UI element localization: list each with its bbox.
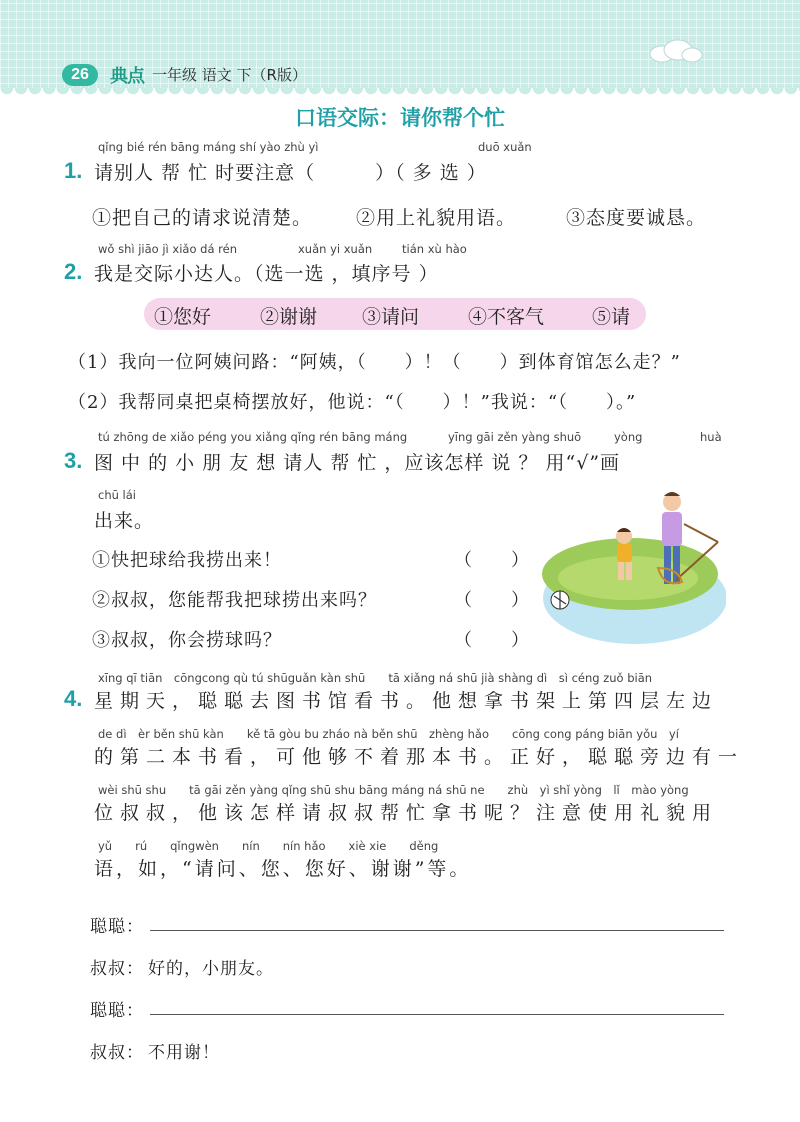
q4-line-2: 的第二本书看，可他够不着那本书。正好，聪聪旁边有一 xyxy=(94,746,745,768)
q3-question-line-2: 出来。 xyxy=(94,510,155,532)
q3-answer-bracket-3: （ ） xyxy=(454,630,530,651)
q3-pinyin-5: chū lái xyxy=(98,488,136,502)
q3-pinyin-2: yīng gāi zěn yàng shuō xyxy=(448,430,582,444)
pond-illustration xyxy=(540,488,726,648)
q4-pinyin-2: de dì èr běn shū kàn kě tā gòu bu zháo nà běn shū zhèng hǎo cōng cong páng biān yǒu yí xyxy=(98,727,679,741)
dialogue-text-4: 不用谢！ xyxy=(148,1043,220,1063)
dialogue-speaker-3: 聪聪： xyxy=(90,1001,144,1021)
dialogue-speaker-4: 叔叔： xyxy=(90,1043,144,1063)
q3-option-1: ①快把球给我捞出来！ xyxy=(92,550,282,571)
dialogue-speaker-2: 叔叔： xyxy=(90,959,144,979)
cloud-icon xyxy=(640,36,710,66)
q1-pinyin-multi: duō xuǎn xyxy=(478,140,532,154)
q1-pinyin: qǐng bié rén bāng máng shí yào zhù yì xyxy=(98,140,319,154)
q3-option-3: ③叔叔，你会捞球吗？ xyxy=(92,630,282,651)
q1-option-1: ①把自己的请求说清楚。 xyxy=(92,207,313,229)
q4-pinyin-4: yǔ rú qǐngwèn nín nín hǎo xiè xie děng xyxy=(98,839,439,853)
q3-option-2: ②叔叔，您能帮我把球捞出来吗？ xyxy=(92,590,377,611)
q1-question: 请别人 帮 忙 时要注意（ ）（ 多 选 ） xyxy=(94,162,487,184)
q2-pinyin-3: tián xù hào xyxy=(402,242,467,256)
dialogue-text-2: 好的，小朋友。 xyxy=(148,959,274,979)
q4-line-1: 星期天，聪聪去图书馆看书。他想拿书架上第四层左边 xyxy=(94,690,719,712)
q1-number: 1. xyxy=(64,158,83,183)
q4-line-3: 位叔叔，他该怎样请叔叔帮忙拿书呢？注意使用礼貌用 xyxy=(94,802,719,824)
q3-number: 3. xyxy=(64,448,83,473)
q3-question-line-1: 图 中 的 小 朋 友 想 请人 帮 忙 ，应该怎样 说 ？ 用“√”画 xyxy=(94,452,621,474)
book-title: 一年级 语文 下（R版） xyxy=(152,66,307,84)
q2-number: 2. xyxy=(64,259,83,284)
brand-logo: 典点 xyxy=(110,66,144,87)
page-number-badge: 26 xyxy=(62,64,98,86)
q2-question: 我是交际小达人。（选一选 ，填序号 ） xyxy=(94,263,439,285)
q2-choice-2: ②谢谢 xyxy=(260,306,318,328)
q3-pinyin-1: tú zhōng de xiǎo péng you xiǎng qǐng rén bāng máng xyxy=(98,430,408,444)
q2-choice-4: ④不客气 xyxy=(468,306,545,328)
q3-pinyin-4: huà xyxy=(700,430,722,444)
q4-number: 4. xyxy=(64,686,83,711)
q2-choice-1: ①您好 xyxy=(154,306,212,328)
dialogue-speaker-1: 聪聪： xyxy=(90,917,144,937)
q2-pinyin-1: wǒ shì jiāo jì xiǎo dá rén xyxy=(98,242,237,256)
q4-line-4: 语，如，“请问、您、您好、谢谢”等。 xyxy=(94,858,472,880)
page-title: 口语交际：请你帮个忙 xyxy=(295,106,505,130)
q2-choice-5: ⑤请 xyxy=(592,306,631,328)
answer-line-2[interactable] xyxy=(150,1014,724,1015)
answer-line-1[interactable] xyxy=(150,930,724,931)
q2-choice-3: ③请问 xyxy=(362,306,420,328)
header-scallop-edge xyxy=(0,88,800,102)
q2-pinyin-2: xuǎn yi xuǎn xyxy=(298,242,373,256)
q4-pinyin-1: xīng qī tiān cōngcong qù tú shūguǎn kàn shū tā xiǎng ná shū jià shàng dì sì céng zuǒ biān xyxy=(98,671,653,685)
q2-item-1: （1）我向一位阿姨问路：“阿姨，（ ）！（ ）到体育馆怎么走？” xyxy=(68,352,681,373)
q2-item-2: （2）我帮同桌把桌椅摆放好，他说：“（ ）！”我说：“（ ）。” xyxy=(68,392,637,413)
q1-option-3: ③态度要诚恳。 xyxy=(566,207,707,229)
q1-option-2: ②用上礼貌用语。 xyxy=(356,207,517,229)
q4-pinyin-3: wèi shū shu tā gāi zěn yàng qǐng shū shu bāng máng ná shū ne zhù yì shǐ yòng lǐ mào yòng xyxy=(98,783,689,797)
q3-pinyin-3: yòng xyxy=(614,430,643,444)
q3-answer-bracket-2: （ ） xyxy=(454,590,530,611)
q3-answer-bracket-1: （ ） xyxy=(454,550,530,571)
